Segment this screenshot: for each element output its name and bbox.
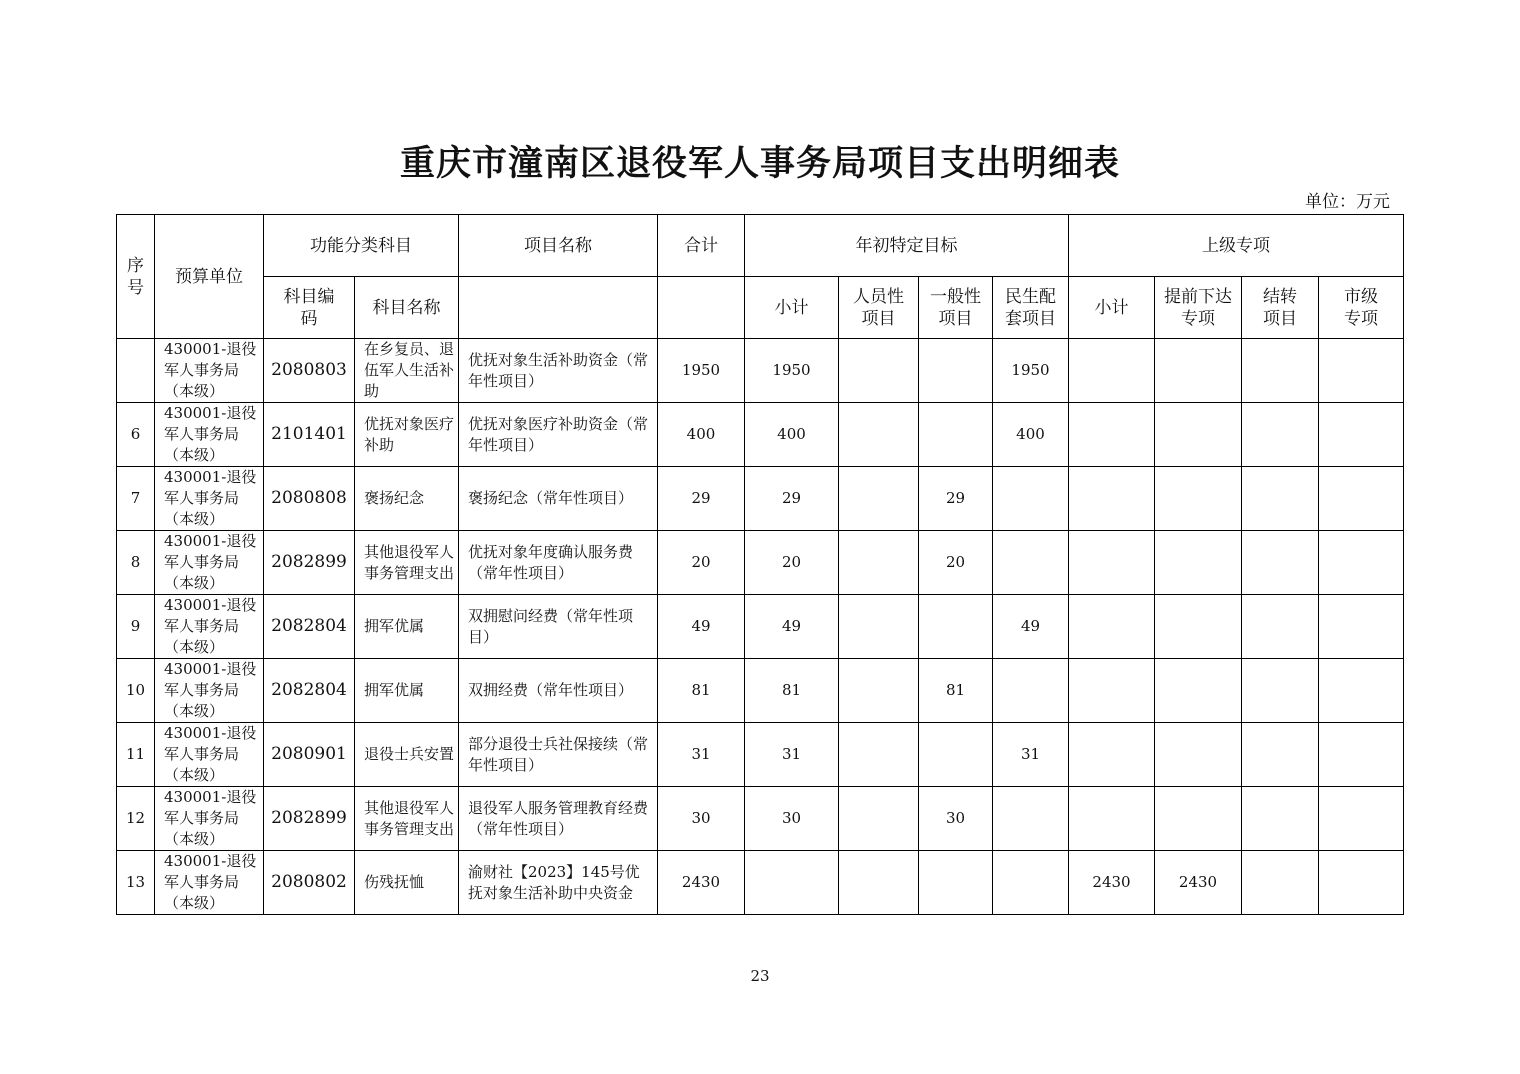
personnel-cell [839,339,919,403]
livelihood-cell: 1950 [993,339,1069,403]
unit-cell: 430001-退役军人事务局（本级） [155,723,264,787]
total-cell: 30 [658,787,745,851]
superior-subtotal-cell [1069,403,1155,467]
header-unit: 预算单位 [155,215,264,339]
general-cell: 29 [919,467,993,531]
general-cell: 81 [919,659,993,723]
total-cell: 1950 [658,339,745,403]
project-name-cell: 褒扬纪念（常年性项目） [459,467,658,531]
total-cell: 31 [658,723,745,787]
advance-cell [1155,403,1242,467]
general-cell [919,851,993,915]
header-subject-name: 科目名称 [355,277,459,339]
project-name-cell: 退役军人服务管理教育经费（常年性项目） [459,787,658,851]
project-name-cell: 优抚对象医疗补助资金（常年性项目） [459,403,658,467]
city-cell [1319,467,1404,531]
subject-code-cell: 2080802 [264,851,355,915]
subject-name-cell: 退役士兵安置 [355,723,459,787]
header-subtotal-b: 小计 [1069,277,1155,339]
unit-cell: 430001-退役军人事务局（本级） [155,403,264,467]
project-name-cell: 优抚对象生活补助资金（常年性项目） [459,339,658,403]
city-cell [1319,595,1404,659]
subject-code-cell: 2080803 [264,339,355,403]
superior-subtotal-cell: 2430 [1069,851,1155,915]
header-func-category: 功能分类科目 [264,215,459,277]
advance-cell [1155,595,1242,659]
personnel-cell [839,531,919,595]
superior-subtotal-cell [1069,467,1155,531]
superior-subtotal-cell [1069,595,1155,659]
subject-name-cell: 其他退役军人事务管理支出 [355,531,459,595]
personnel-cell [839,467,919,531]
header-seq: 序号 [117,215,155,339]
subject-name-cell: 伤残抚恤 [355,851,459,915]
carryover-cell [1242,723,1319,787]
livelihood-cell: 400 [993,403,1069,467]
table-row [117,659,1404,723]
general-cell: 30 [919,787,993,851]
personnel-cell [839,403,919,467]
livelihood-cell [993,467,1069,531]
header-subtotal-a: 小计 [745,277,839,339]
general-cell [919,723,993,787]
target-subtotal-cell: 49 [745,595,839,659]
project-name-cell: 部分退役士兵社保接续（常年性项目） [459,723,658,787]
header-total: 合计 [658,215,745,277]
table-row [117,595,1404,659]
subject-code-cell: 2082804 [264,595,355,659]
carryover-cell [1242,403,1319,467]
unit-cell: 430001-退役军人事务局（本级） [155,595,264,659]
seq-cell: 7 [117,467,155,531]
general-cell [919,403,993,467]
seq-cell: 9 [117,595,155,659]
header-carryover: 结转项目 [1242,277,1319,339]
city-cell [1319,723,1404,787]
subject-name-cell: 拥军优属 [355,595,459,659]
total-cell: 81 [658,659,745,723]
general-cell [919,339,993,403]
header-advance: 提前下达专项 [1155,277,1242,339]
advance-cell: 2430 [1155,851,1242,915]
header-project-name: 项目名称 [459,215,658,277]
livelihood-cell [993,659,1069,723]
header-total-blank [658,277,745,339]
advance-cell [1155,339,1242,403]
subject-name-cell: 褒扬纪念 [355,467,459,531]
unit-cell: 430001-退役军人事务局（本级） [155,339,264,403]
carryover-cell [1242,851,1319,915]
personnel-cell [839,723,919,787]
target-subtotal-cell: 31 [745,723,839,787]
advance-cell [1155,659,1242,723]
subject-name-cell: 拥军优属 [355,659,459,723]
seq-cell: 12 [117,787,155,851]
seq-cell: 11 [117,723,155,787]
unit-cell: 430001-退役军人事务局（本级） [155,467,264,531]
header-city: 市级专项 [1319,277,1404,339]
unit-label: 单位：万元 [1305,192,1390,212]
city-cell [1319,531,1404,595]
total-cell: 2430 [658,851,745,915]
header-personnel: 人员性项目 [839,277,919,339]
superior-subtotal-cell [1069,531,1155,595]
header-project-name-blank [459,277,658,339]
project-expenditure-table [116,214,1404,915]
page-number: 23 [750,967,770,985]
carryover-cell [1242,659,1319,723]
project-name-cell: 优抚对象年度确认服务费（常年性项目） [459,531,658,595]
total-cell: 400 [658,403,745,467]
personnel-cell [839,787,919,851]
livelihood-cell [993,531,1069,595]
seq-cell: 10 [117,659,155,723]
header-superior-special: 上级专项 [1069,215,1404,277]
livelihood-cell [993,851,1069,915]
target-subtotal-cell: 1950 [745,339,839,403]
superior-subtotal-cell [1069,339,1155,403]
total-cell: 20 [658,531,745,595]
table-row [117,787,1404,851]
target-subtotal-cell: 20 [745,531,839,595]
general-cell: 20 [919,531,993,595]
personnel-cell [839,851,919,915]
unit-cell: 430001-退役军人事务局（本级） [155,787,264,851]
total-cell: 29 [658,467,745,531]
table-row [117,339,1404,403]
subject-code-cell: 2101401 [264,403,355,467]
subject-name-cell: 优抚对象医疗补助 [355,403,459,467]
advance-cell [1155,467,1242,531]
city-cell [1319,403,1404,467]
personnel-cell [839,595,919,659]
target-subtotal-cell [745,851,839,915]
unit-cell: 430001-退役军人事务局（本级） [155,851,264,915]
target-subtotal-cell: 29 [745,467,839,531]
subject-code-cell: 2082804 [264,659,355,723]
seq-cell [117,339,155,403]
subject-code-cell: 2080808 [264,467,355,531]
carryover-cell [1242,339,1319,403]
carryover-cell [1242,787,1319,851]
carryover-cell [1242,595,1319,659]
subject-name-cell: 其他退役军人事务管理支出 [355,787,459,851]
subject-code-cell: 2082899 [264,787,355,851]
project-name-cell: 双拥慰问经费（常年性项目） [459,595,658,659]
advance-cell [1155,531,1242,595]
header-annual-target: 年初特定目标 [745,215,1069,277]
livelihood-cell [993,787,1069,851]
livelihood-cell: 31 [993,723,1069,787]
general-cell [919,595,993,659]
project-name-cell: 渝财社【2023】145号优抚对象生活补助中央资金 [459,851,658,915]
carryover-cell [1242,531,1319,595]
city-cell [1319,339,1404,403]
livelihood-cell: 49 [993,595,1069,659]
superior-subtotal-cell [1069,787,1155,851]
header-subject-code: 科目编码 [264,277,355,339]
superior-subtotal-cell [1069,659,1155,723]
city-cell [1319,787,1404,851]
subject-code-cell: 2082899 [264,531,355,595]
target-subtotal-cell: 81 [745,659,839,723]
table-row [117,403,1404,467]
table-row [117,467,1404,531]
city-cell [1319,851,1404,915]
target-subtotal-cell: 30 [745,787,839,851]
advance-cell [1155,787,1242,851]
unit-cell: 430001-退役军人事务局（本级） [155,659,264,723]
header-livelihood: 民生配套项目 [993,277,1069,339]
table-row [117,851,1404,915]
unit-cell: 430001-退役军人事务局（本级） [155,531,264,595]
personnel-cell [839,659,919,723]
subject-name-cell: 在乡复员、退伍军人生活补助 [355,339,459,403]
page-title: 重庆市潼南区退役军人事务局项目支出明细表 [399,143,1120,184]
carryover-cell [1242,467,1319,531]
advance-cell [1155,723,1242,787]
superior-subtotal-cell [1069,723,1155,787]
header-general: 一般性项目 [919,277,993,339]
subject-code-cell: 2080901 [264,723,355,787]
seq-cell: 13 [117,851,155,915]
seq-cell: 8 [117,531,155,595]
seq-cell: 6 [117,403,155,467]
project-name-cell: 双拥经费（常年性项目） [459,659,658,723]
table-row [117,531,1404,595]
total-cell: 49 [658,595,745,659]
table-row [117,723,1404,787]
city-cell [1319,659,1404,723]
target-subtotal-cell: 400 [745,403,839,467]
